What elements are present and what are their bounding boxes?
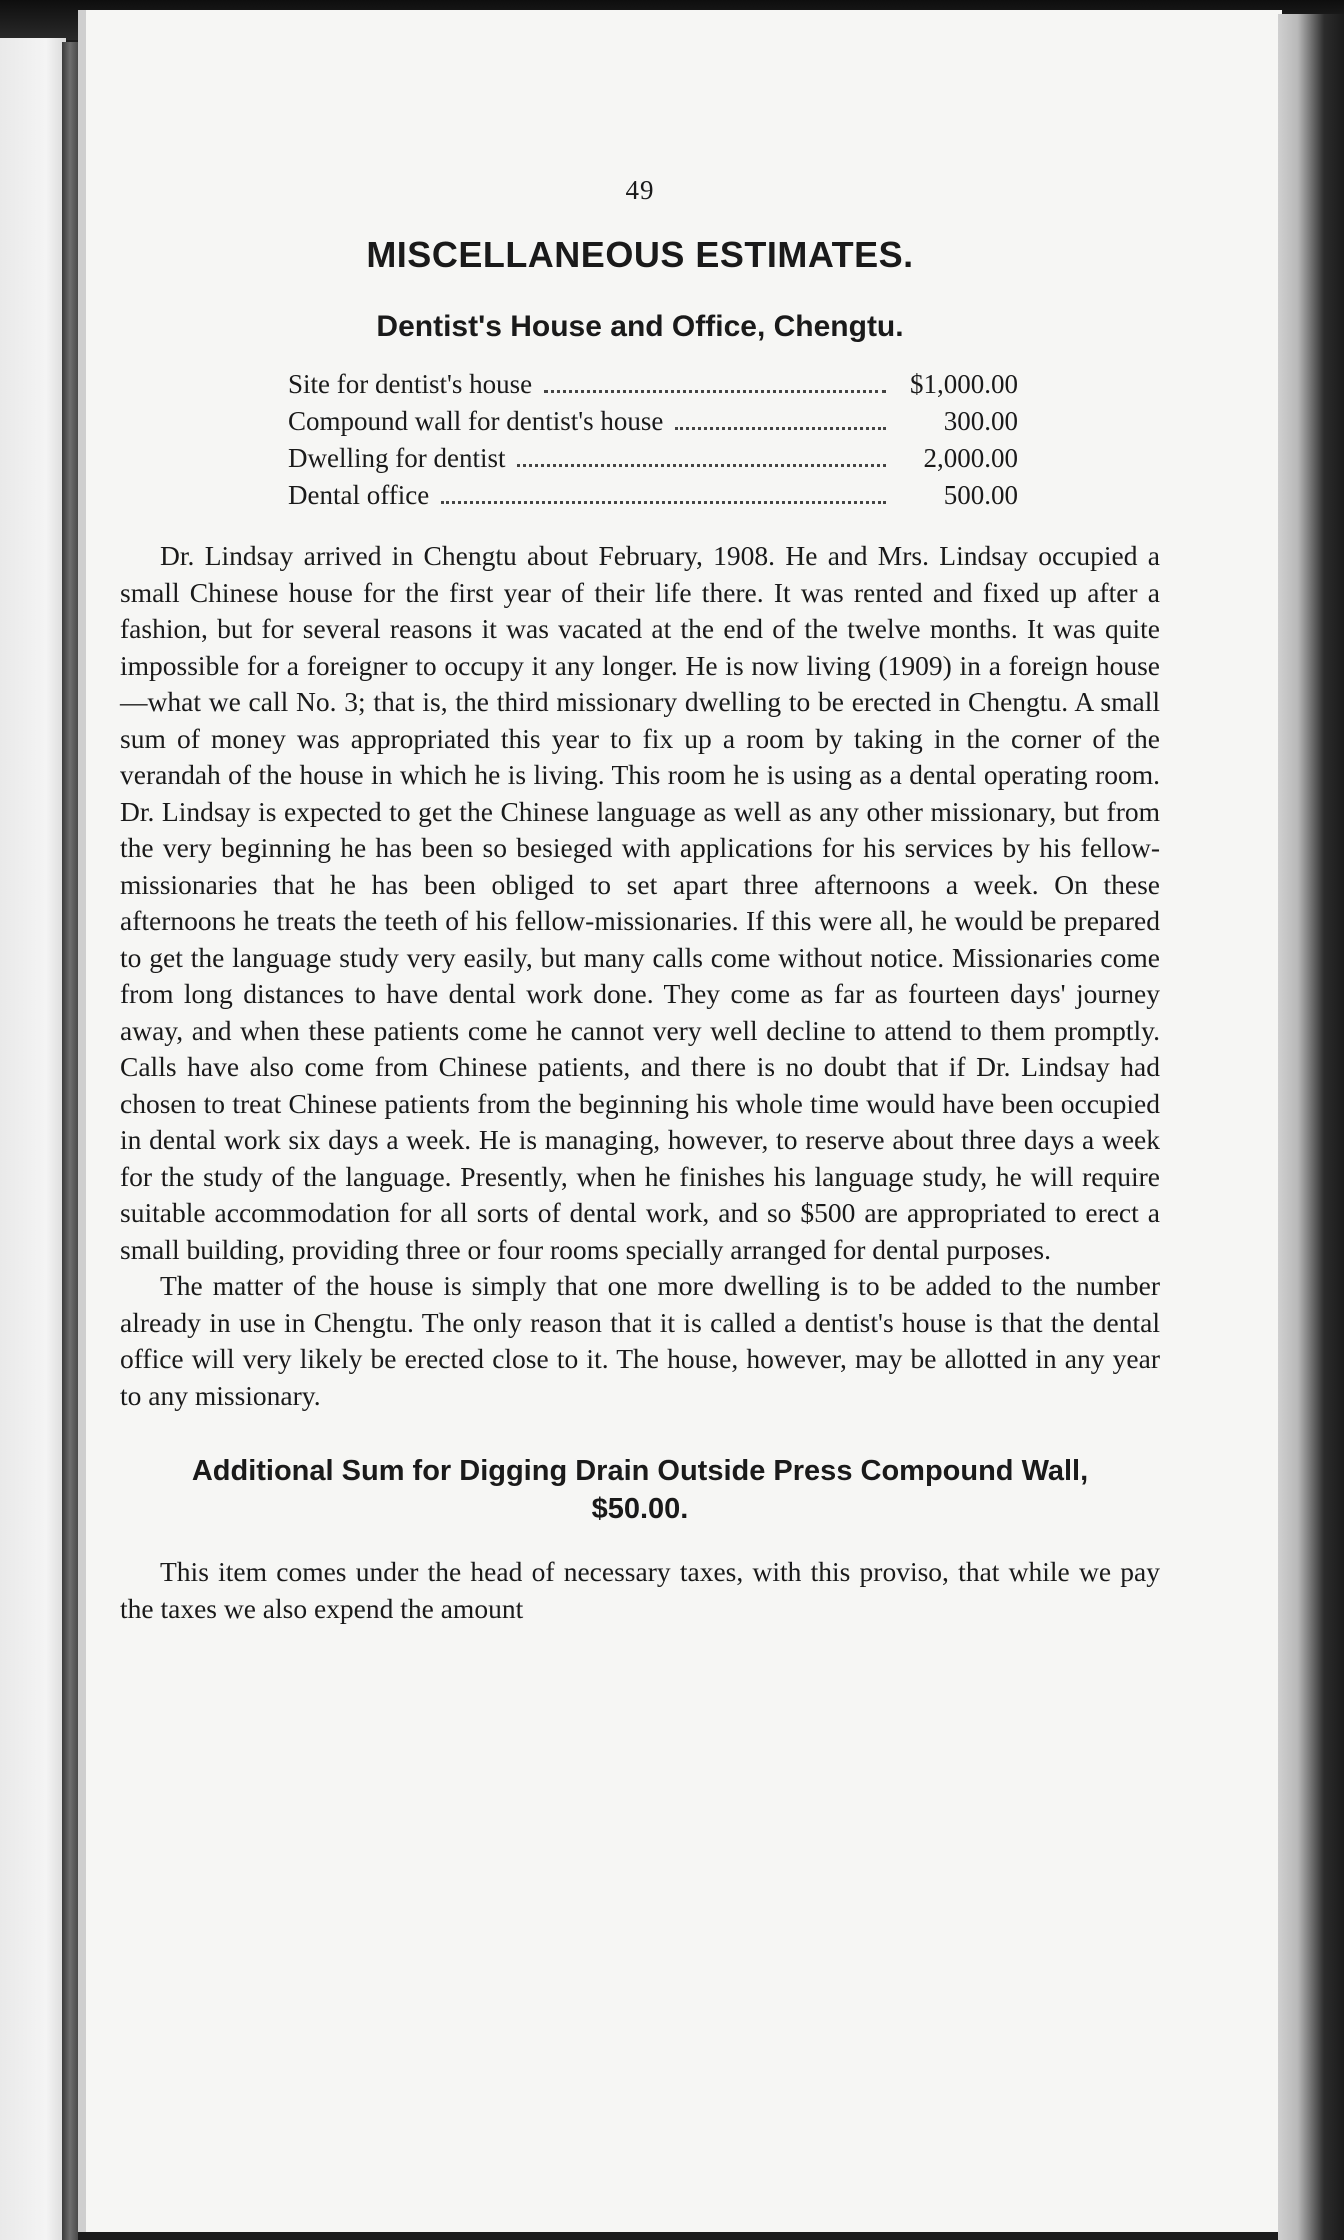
- estimate-amount: 500.00: [943, 480, 1018, 510]
- page-content: [120, 175, 1160, 1627]
- dot-leader: [441, 501, 886, 504]
- estimate-label: Compound wall for dentist's house: [288, 406, 664, 436]
- estimate-row: [288, 366, 1018, 403]
- estimate-label: Dwelling for dentist: [288, 443, 506, 473]
- page-number: 49: [625, 175, 655, 205]
- body-paragraph-2: The matter of the house is simply that one more dwelling is to be added to the number already in use in Chengtu. The only reason that it is called a dentist's house is that the dental office will very likely be erected close to it. The house, however, may be allotted in any year to any missionary.: [120, 1270, 1160, 1411]
- section-heading-dentist: Dentist's House and Office, Chengtu.: [376, 310, 904, 343]
- page-right-edge: [1278, 14, 1344, 2240]
- estimate-table: [288, 366, 1018, 514]
- dot-leader: [675, 427, 886, 430]
- estimate-label: Dental office: [288, 480, 430, 510]
- estimate-row: [288, 477, 1018, 514]
- estimate-amount: 300.00: [943, 406, 1018, 436]
- body-paragraph-3: This item comes under the head of necessary taxes, with this proviso, that while we pay the taxes we also expend the amount: [120, 1556, 1160, 1624]
- section-heading-drain: Additional Sum for Digging Drain Outside Press Compound Wall, $50.00.: [191, 1455, 1089, 1525]
- estimate-row: [288, 440, 1018, 477]
- book-spine: [62, 42, 78, 2240]
- estimate-row: [288, 403, 1018, 440]
- page-title: MISCELLANEOUS ESTIMATES.: [366, 234, 914, 275]
- estimate-amount: 2,000.00: [923, 443, 1018, 473]
- facing-page-edge: [0, 38, 66, 2240]
- dot-leader: [517, 464, 886, 467]
- estimate-label: Site for dentist's house: [288, 369, 533, 399]
- dot-leader: [544, 390, 886, 393]
- estimate-amount: $1,000.00: [910, 369, 1018, 399]
- body-paragraph-1: Dr. Lindsay arrived in Chengtu about February, 1908. He and Mrs. Lindsay occupied a small Chinese house for the first year of their life there. It was rented and fixed up after a fashion, but for several reasons it was vacated at the end of the twelve months. It was quite impossible for a foreigner to occupy it any longer. He is now living (1909) in a foreign house—what we call No. 3; that is, the third missionary dwelling to be erected in Chengtu. A small sum of money was appropriated this year to fix up a room by taking in the corner of the verandah of the house in which he is living. This room he is using as a dental operating room. Dr. Lindsay is expected to get the Chinese language as well as any other missionary, but from the very beginning he has been so besieged with applications for his services by his fellow-missionaries that he has been obliged to set apart three afternoons a week. On these afternoons he treats the teeth of his fellow-missionaries. If this were all, he would be prepared to get the language study very easily, but many calls come without notice. Missionaries come from long distances to have dental work done. They come as far as fourteen days' journey away, and when these patients come he cannot very well decline to attend to them promptly. Calls have also come from Chinese patients, and there is no doubt that if Dr. Lindsay had chosen to treat Chinese patients from the beginning his whole time would have been occupied in dental work six days a week. He is managing, however, to reserve about three days a week for the study of the language. Presently, when he finishes his language study, he will require suitable accommodation for all sorts of dental work, and so $500 are appropriated to erect a small building, providing three or four rooms specially arranged for dental purposes.: [120, 540, 1160, 1265]
